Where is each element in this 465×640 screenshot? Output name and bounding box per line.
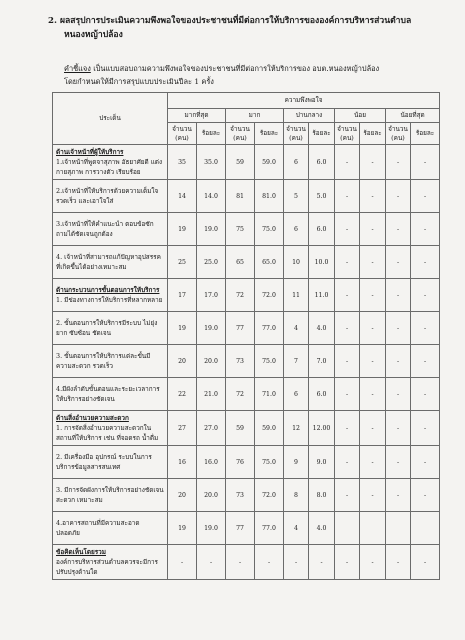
- count-cell: 73: [226, 479, 255, 512]
- topic-text: 2. มีเครื่องมือ อุปกรณ์ ระบบในการบริการข้อมูลสารสนเทศ: [56, 453, 152, 471]
- percent-header: ร้อยละ: [411, 123, 440, 145]
- count-cell: -: [386, 345, 411, 378]
- percent-cell: -: [360, 411, 386, 446]
- count-cell: -: [386, 145, 411, 180]
- percent-cell: 77.0: [255, 512, 284, 545]
- percent-cell: -: [411, 180, 440, 213]
- topic-text: 4. เจ้าหน้าที่สามารถแก้ปัญหาอุปสรรคที่เกิดขึ้นได้อย่างเหมาะสม: [56, 253, 161, 271]
- intro-note: [64, 62, 444, 88]
- topic-text: 3. ขั้นตอนการให้บริการแต่ละขั้นมีความสะดวก รวดเร็ว: [56, 352, 151, 370]
- table-row: [53, 512, 440, 545]
- topic-cell: [53, 545, 168, 580]
- topic-cell: [53, 213, 168, 246]
- count-cell: -: [386, 545, 411, 580]
- heading-line-2: หนองหญ้าปล้อง: [64, 30, 123, 40]
- count-cell: 59: [226, 411, 255, 446]
- topic-cell: [53, 145, 168, 180]
- percent-cell: 4.0: [309, 312, 335, 345]
- percent-cell: 7.0: [309, 345, 335, 378]
- count-cell: 10: [284, 246, 309, 279]
- table-row: [53, 145, 440, 180]
- count-cell: 17: [168, 279, 197, 312]
- count-cell: 8: [284, 479, 309, 512]
- table-row: [53, 312, 440, 345]
- count-cell: 75: [226, 213, 255, 246]
- percent-cell: 19.0: [197, 213, 226, 246]
- percent-cell: -: [411, 279, 440, 312]
- percent-cell: [411, 512, 440, 545]
- heading-line-1: ผลสรุปการประเมินความพึงพอใจของประชาชนที่มีต่อการให้บริการขององค์การบริหารส่วนตำบล: [60, 16, 412, 26]
- count-cell: 5: [284, 180, 309, 213]
- count-cell: 9: [284, 446, 309, 479]
- count-cell: 27: [168, 411, 197, 446]
- count-header: จำนวน (คน): [226, 123, 255, 145]
- percent-cell: -: [360, 312, 386, 345]
- percent-cell: 77.0: [255, 312, 284, 345]
- count-cell: 11: [284, 279, 309, 312]
- percent-cell: 12.00: [309, 411, 335, 446]
- table-row: [53, 479, 440, 512]
- section-heading: [48, 14, 448, 42]
- table-row: [53, 545, 440, 580]
- count-cell: 77: [226, 512, 255, 545]
- percent-cell: 81.0: [255, 180, 284, 213]
- percent-cell: 19.0: [197, 512, 226, 545]
- level-header: ปานกลาง: [284, 109, 335, 123]
- percent-cell: -: [411, 446, 440, 479]
- percent-cell: 75.0: [255, 446, 284, 479]
- percent-cell: 4.0: [309, 512, 335, 545]
- percent-cell: -: [360, 479, 386, 512]
- topic-text: 3. มีการจัดผังการให้บริการอย่างชัดเจน สะดวก เหมาะสม: [56, 486, 164, 504]
- count-cell: 19: [168, 512, 197, 545]
- count-cell: -: [386, 312, 411, 345]
- level-header: น้อยที่สุด: [386, 109, 440, 123]
- count-cell: -: [335, 213, 360, 246]
- percent-cell: 6.0: [309, 145, 335, 180]
- percent-cell: 16.0: [197, 446, 226, 479]
- percent-cell: 10.0: [309, 246, 335, 279]
- count-cell: 20: [168, 345, 197, 378]
- table-row: [53, 180, 440, 213]
- percent-header: ร้อยละ: [360, 123, 386, 145]
- percent-cell: 65.0: [255, 246, 284, 279]
- count-cell: 72: [226, 378, 255, 411]
- percent-cell: 75.0: [255, 345, 284, 378]
- table-row: [53, 378, 440, 411]
- count-cell: -: [335, 345, 360, 378]
- percent-cell: 6.0: [309, 213, 335, 246]
- percent-cell: 25.0: [197, 246, 226, 279]
- percent-cell: 19.0: [197, 312, 226, 345]
- percent-cell: 27.0: [197, 411, 226, 446]
- percent-cell: 8.0: [309, 479, 335, 512]
- topic-text: 3.เจ้าหน้าที่ให้คำแนะนำ ตอบข้อซักถามได้ชัดเจนถูกต้อง: [56, 220, 154, 238]
- percent-cell: -: [411, 378, 440, 411]
- percent-cell: -: [255, 545, 284, 580]
- topic-cell: [53, 411, 168, 446]
- count-cell: -: [386, 479, 411, 512]
- count-cell: 76: [226, 446, 255, 479]
- table-row: [53, 213, 440, 246]
- count-cell: -: [226, 545, 255, 580]
- percent-cell: 59.0: [255, 145, 284, 180]
- count-cell: -: [335, 545, 360, 580]
- percent-cell: -: [360, 545, 386, 580]
- topic-text: 1. มีช่องทางการให้บริการที่หลากหลาย: [56, 296, 163, 304]
- section-title: ข้อคิดเห็นโดยรวม: [56, 548, 106, 556]
- topic-cell: [53, 512, 168, 545]
- percent-cell: 59.0: [255, 411, 284, 446]
- table-row: [53, 345, 440, 378]
- topic-cell: [53, 246, 168, 279]
- percent-cell: -: [309, 545, 335, 580]
- percent-cell: 21.0: [197, 378, 226, 411]
- percent-cell: -: [411, 246, 440, 279]
- count-cell: 72: [226, 279, 255, 312]
- count-cell: 25: [168, 246, 197, 279]
- percent-cell: -: [197, 545, 226, 580]
- intro-line-1: เป็นแบบสอบถามความพึงพอใจของประชาชนที่มีต่อการให้บริการของ อบต.หนองหญ้าปล้อง: [93, 64, 380, 73]
- count-cell: 65: [226, 246, 255, 279]
- section-title: ด้านกระบวนการขั้นตอนการให้บริการ: [56, 286, 160, 294]
- percent-cell: 75.0: [255, 213, 284, 246]
- intro-label: คำชี้แจง: [64, 64, 91, 73]
- count-cell: -: [335, 378, 360, 411]
- count-cell: 19: [168, 312, 197, 345]
- percent-cell: 17.0: [197, 279, 226, 312]
- percent-cell: -: [360, 446, 386, 479]
- count-cell: -: [335, 312, 360, 345]
- percent-cell: -: [360, 345, 386, 378]
- count-cell: -: [386, 378, 411, 411]
- count-cell: [335, 512, 360, 545]
- count-header: จำนวน (คน): [168, 123, 197, 145]
- count-cell: -: [284, 545, 309, 580]
- percent-cell: -: [360, 145, 386, 180]
- count-cell: 20: [168, 479, 197, 512]
- count-cell: 59: [226, 145, 255, 180]
- percent-cell: 71.0: [255, 378, 284, 411]
- count-header: จำนวน (คน): [386, 123, 411, 145]
- count-cell: -: [335, 246, 360, 279]
- percent-header: ร้อยละ: [255, 123, 284, 145]
- satisfaction-table: [52, 92, 440, 580]
- topic-text: 4.มีผังลำดับขั้นตอนและระยะเวลาการให้บริการอย่างชัดเจน: [56, 385, 160, 403]
- count-cell: -: [335, 145, 360, 180]
- count-cell: [386, 512, 411, 545]
- percent-cell: 20.0: [197, 479, 226, 512]
- topic-header: ประเด็น: [53, 93, 168, 145]
- count-cell: 16: [168, 446, 197, 479]
- section-title: ด้านเจ้าหน้าที่ผู้ให้บริการ: [56, 148, 124, 156]
- level-header: น้อย: [335, 109, 386, 123]
- count-cell: -: [386, 411, 411, 446]
- heading-number: 2.: [48, 16, 57, 26]
- count-cell: 12: [284, 411, 309, 446]
- count-header: จำนวน (คน): [335, 123, 360, 145]
- topic-text: องค์การบริหารส่วนตำบลควรจะมีการปรับปรุงด้านใด: [56, 558, 158, 576]
- percent-cell: -: [360, 180, 386, 213]
- table-row: [53, 411, 440, 446]
- percent-cell: 11.0: [309, 279, 335, 312]
- percent-cell: -: [360, 246, 386, 279]
- count-cell: 14: [168, 180, 197, 213]
- topic-text: 2.เจ้าหน้าที่ให้บริการด้วยความเต็มใจ รวดเร็ว และเอาใจใส่: [56, 187, 159, 205]
- percent-cell: 72.0: [255, 279, 284, 312]
- percent-cell: -: [411, 312, 440, 345]
- topic-cell: [53, 345, 168, 378]
- satisfaction-header: ความพึงพอใจ: [168, 93, 440, 109]
- count-cell: 7: [284, 345, 309, 378]
- percent-header: ร้อยละ: [197, 123, 226, 145]
- percent-cell: 9.0: [309, 446, 335, 479]
- topic-cell: [53, 479, 168, 512]
- count-cell: 73: [226, 345, 255, 378]
- topic-cell: [53, 180, 168, 213]
- count-cell: -: [335, 279, 360, 312]
- topic-text: 1. การจัดสิ่งอำนวยความสะดวกในสถานที่ให้บริการ เช่น ที่จอดรถ น้ำดื่ม: [56, 424, 159, 442]
- intro-line-2: โดยกำหนดให้มีการสรุปแบบประเมินปีละ 1 ครั้ง: [64, 77, 214, 86]
- topic-cell: [53, 446, 168, 479]
- percent-cell: 14.0: [197, 180, 226, 213]
- count-cell: -: [335, 446, 360, 479]
- count-cell: -: [386, 213, 411, 246]
- topic-text: 1.เจ้าหน้าที่พูดจาสุภาพ อัธยาศัยดี แต่งกายสุภาพ การวางตัว เรียบร้อย: [56, 158, 163, 176]
- percent-cell: 35.0: [197, 145, 226, 180]
- table-row: [53, 246, 440, 279]
- percent-cell: 5.0: [309, 180, 335, 213]
- count-cell: 6: [284, 213, 309, 246]
- level-header: มาก: [226, 109, 284, 123]
- count-cell: 81: [226, 180, 255, 213]
- count-cell: 22: [168, 378, 197, 411]
- level-header: มากที่สุด: [168, 109, 226, 123]
- percent-cell: -: [411, 145, 440, 180]
- count-cell: 6: [284, 378, 309, 411]
- percent-cell: 20.0: [197, 345, 226, 378]
- percent-cell: -: [360, 213, 386, 246]
- count-cell: 19: [168, 213, 197, 246]
- percent-cell: -: [411, 479, 440, 512]
- count-cell: -: [335, 180, 360, 213]
- percent-header: ร้อยละ: [309, 123, 335, 145]
- percent-cell: 6.0: [309, 378, 335, 411]
- count-cell: -: [386, 246, 411, 279]
- topic-text: 4.อาคารสถานที่มีความสะอาด ปลอดภัย: [56, 519, 140, 537]
- topic-text: 2. ขั้นตอนการให้บริการมีระบบ ไม่ยุ่งยาก ซับซ้อน ชัดเจน: [56, 319, 158, 337]
- topic-cell: [53, 378, 168, 411]
- count-cell: 77: [226, 312, 255, 345]
- table-row: [53, 446, 440, 479]
- percent-cell: -: [411, 213, 440, 246]
- section-title: ด้านสิ่งอำนวยความสะดวก: [56, 414, 129, 422]
- count-cell: -: [168, 545, 197, 580]
- percent-cell: -: [411, 545, 440, 580]
- percent-cell: -: [360, 279, 386, 312]
- count-cell: -: [335, 479, 360, 512]
- percent-cell: -: [411, 345, 440, 378]
- topic-cell: [53, 312, 168, 345]
- topic-cell: [53, 279, 168, 312]
- count-cell: 6: [284, 145, 309, 180]
- percent-cell: [360, 512, 386, 545]
- percent-cell: -: [411, 411, 440, 446]
- count-cell: -: [386, 279, 411, 312]
- count-cell: -: [386, 180, 411, 213]
- percent-cell: -: [360, 378, 386, 411]
- table-row: [53, 279, 440, 312]
- count-cell: 4: [284, 312, 309, 345]
- count-cell: -: [386, 446, 411, 479]
- count-cell: 35: [168, 145, 197, 180]
- count-cell: 4: [284, 512, 309, 545]
- percent-cell: 72.0: [255, 479, 284, 512]
- count-header: จำนวน (คน): [284, 123, 309, 145]
- count-cell: -: [335, 411, 360, 446]
